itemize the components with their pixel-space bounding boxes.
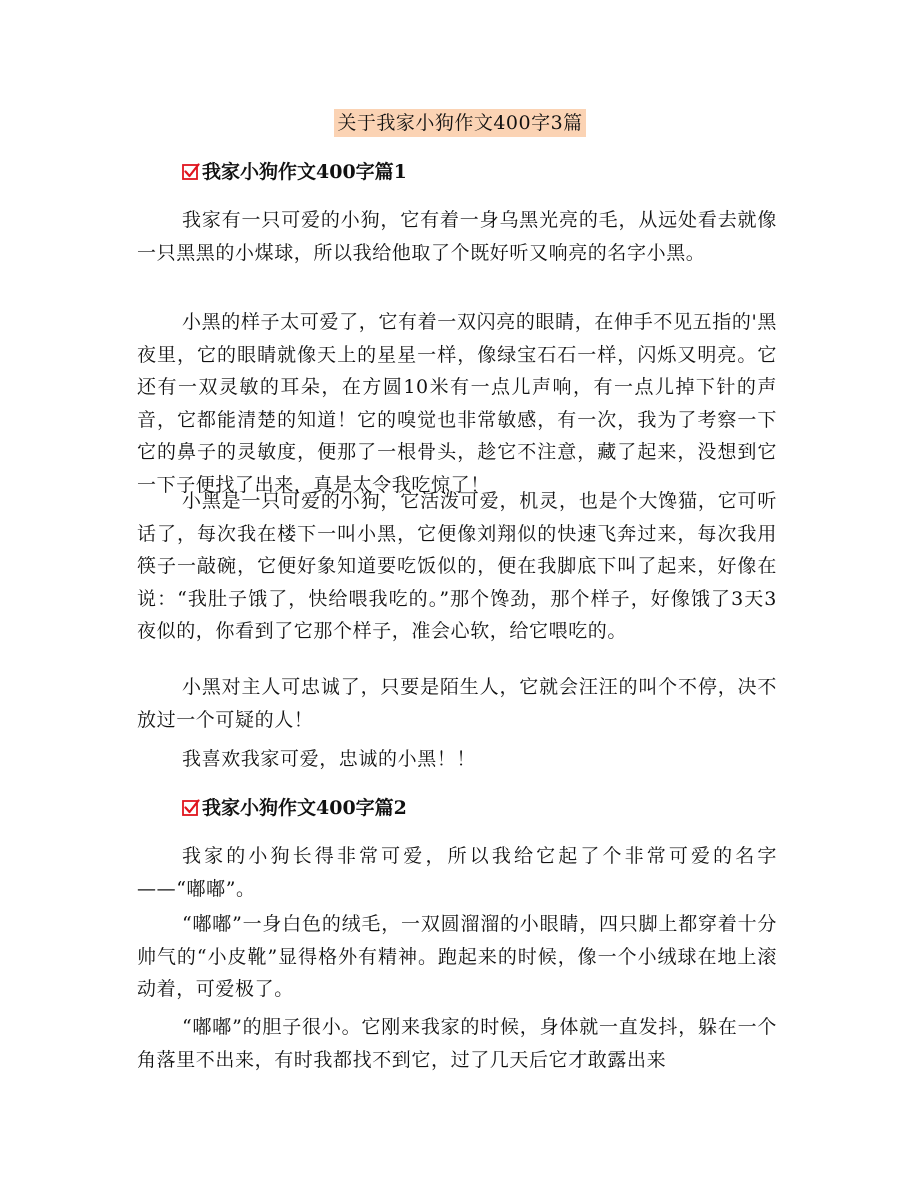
- paragraph: 我家有一只可爱的小狗，它有着一身乌黑光亮的毛，从远处看去就像一只黑黑的小煤球，所以我给他取了个既好听又响亮的名字小黑。: [137, 209, 777, 264]
- paragraph: 我喜欢我家可爱，忠诚的小黑！！: [182, 748, 477, 770]
- paragraph: 小黑的样子太可爱了，它有着一双闪亮的眼睛，在伸手不见五指的'黑夜里，它的眼睛就像天上的星星一样，像绿宝石石一样，闪烁又明亮。它还有一双灵敏的耳朵，在方圆10米有一点儿声响，有一点儿掉下针的声音，它都能清楚的知道！它的嗅觉也非常敏感，有一次，我为了考察一下它的鼻子的灵敏度，便那了一根骨头，趁它不注意，藏了起来，没想到它一下子便找了出来，真是太令我吃惊了！: [137, 311, 777, 496]
- checkbox-check-icon: [182, 163, 200, 181]
- section-heading-text: 我家小狗作文400字篇2: [202, 797, 407, 819]
- paragraph: 小黑是一只可爱的小狗，它活泼可爱，机灵，也是个大馋猫，它可听话了，每次我在楼下一叫小黑，它便像刘翔似的快速飞奔过来，每次我用筷子一敲碗，它便好象知道要吃饭似的，便在我脚底下叫了起来，好像在说：“我肚子饿了，快给喂我吃的。”那个馋劲，那个样子，好像饿了3天3夜似的，你看到了它那个样子，准会心软，给它喂吃的。: [137, 490, 777, 643]
- paragraph: “嘟嘟”的胆子很小。它刚来我家的时候，身体就一直发抖，躲在一个角落里不出来，有时我都找不到它，过了几天后它才敢露出来: [137, 1016, 777, 1071]
- paragraph: “嘟嘟”一身白色的绒毛，一双圆溜溜的小眼睛，四只脚上都穿着十分帅气的“小皮靴”显得格外有精神。跑起来的时候，像一个小绒球在地上滚动着，可爱极了。: [137, 913, 777, 1001]
- paragraph: 我家的小狗长得非常可爱，所以我给它起了个非常可爱的名字——“嘟嘟”。: [137, 845, 777, 900]
- title-container: [0, 109, 920, 137]
- section-heading-1: [182, 160, 407, 184]
- section-heading-text: 我家小狗作文400字篇1: [202, 161, 407, 183]
- section-heading-2: [182, 796, 407, 820]
- document-title: 关于我家小狗作文400字3篇: [334, 109, 585, 137]
- checkbox-check-icon: [182, 799, 200, 817]
- paragraph: 小黑对主人可忠诚了，只要是陌生人，它就会汪汪的叫个不停，决不放过一个可疑的人！: [137, 676, 777, 731]
